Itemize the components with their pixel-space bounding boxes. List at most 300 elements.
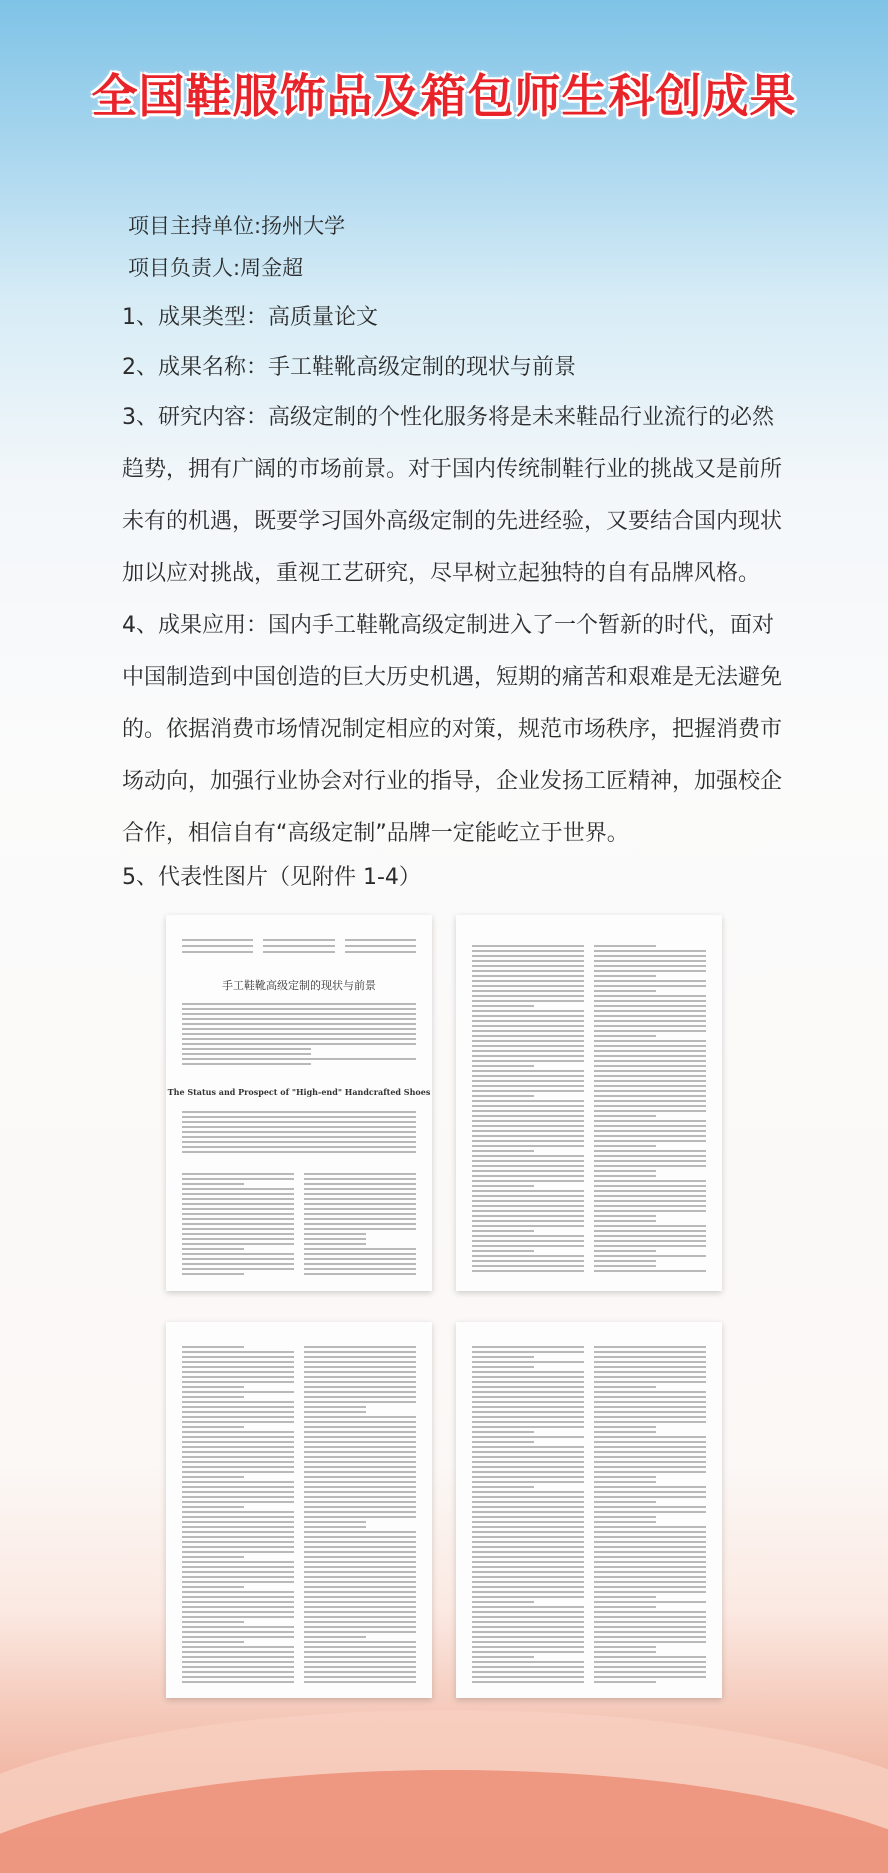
line-research-2: 趋势，拥有广阔的市场前景。对于国内传统制鞋行业的挑战又是前所 xyxy=(122,457,783,482)
text-line-decoration xyxy=(472,1110,584,1112)
text-line-decoration xyxy=(182,1616,294,1618)
text-line-decoration xyxy=(182,1033,416,1035)
text-line-decoration xyxy=(304,1611,416,1613)
line-achievement-name: 2、成果名称：手工鞋靴高级定制的现状与前景 xyxy=(122,355,576,380)
text-line-decoration xyxy=(182,1351,294,1353)
text-line-decoration xyxy=(472,1185,534,1187)
text-line-decoration xyxy=(472,1000,584,1002)
text-line-decoration xyxy=(472,1240,584,1242)
text-line-decoration xyxy=(182,1466,294,1468)
text-line-decoration xyxy=(182,1681,294,1683)
text-line-decoration xyxy=(472,1150,534,1152)
text-line-decoration xyxy=(304,1218,416,1220)
text-line-decoration xyxy=(594,1185,706,1187)
text-line-decoration xyxy=(472,1075,584,1077)
text-line-decoration xyxy=(594,1576,706,1578)
text-line-decoration xyxy=(304,1646,416,1648)
text-line-decoration xyxy=(594,1060,706,1062)
text-line-decoration xyxy=(182,1371,294,1373)
attachment-page-4 xyxy=(456,1322,722,1698)
text-line-decoration xyxy=(594,1546,706,1548)
text-line-decoration xyxy=(594,960,706,962)
text-line-decoration xyxy=(594,1411,706,1413)
text-line-decoration xyxy=(304,1546,416,1548)
text-line-decoration xyxy=(594,1416,706,1418)
text-line-decoration xyxy=(182,1218,294,1220)
text-line-decoration xyxy=(304,1421,416,1423)
text-line-decoration xyxy=(304,1366,416,1368)
text-line-decoration xyxy=(304,1666,416,1668)
text-line-decoration xyxy=(594,1115,656,1117)
text-line-decoration xyxy=(594,980,706,982)
text-line-decoration xyxy=(472,1646,584,1648)
text-line-decoration xyxy=(182,1671,294,1673)
text-line-decoration xyxy=(182,1566,294,1568)
text-line-decoration xyxy=(472,1576,584,1578)
text-line-decoration xyxy=(472,1230,534,1232)
text-line-decoration xyxy=(304,1466,416,1468)
text-line-decoration xyxy=(594,1135,706,1137)
text-line-decoration xyxy=(304,1506,416,1508)
text-line-decoration xyxy=(594,1451,706,1453)
line-application-1: 4、成果应用：国内手工鞋靴高级定制进入了一个暂新的时代，面对 xyxy=(122,613,774,638)
text-line-decoration xyxy=(594,1536,706,1538)
text-line-decoration xyxy=(182,1431,294,1433)
text-line-decoration xyxy=(472,1356,534,1358)
text-line-decoration xyxy=(182,1238,294,1240)
text-line-decoration xyxy=(182,1516,294,1518)
text-line-decoration xyxy=(594,970,706,972)
text-line-decoration xyxy=(472,995,584,997)
text-line-decoration xyxy=(472,1506,584,1508)
text-line-decoration xyxy=(304,1616,416,1618)
text-line-decoration xyxy=(472,1466,584,1468)
text-line-decoration xyxy=(594,1210,706,1212)
text-line-decoration xyxy=(472,1471,584,1473)
text-line-decoration xyxy=(594,1666,706,1668)
line-application-4: 场动向，加强行业协会对行业的指导，企业发扬工匠精神，加强校企 xyxy=(122,769,783,794)
text-line-decoration xyxy=(182,1426,244,1428)
text-line-decoration xyxy=(304,1591,416,1593)
text-line-decoration xyxy=(304,1228,416,1230)
text-line-decoration xyxy=(182,1208,294,1210)
text-line-decoration xyxy=(182,1581,294,1583)
text-line-decoration xyxy=(594,1030,706,1032)
text-line-decoration xyxy=(304,1461,416,1463)
text-line-decoration xyxy=(304,1258,416,1260)
text-line-decoration xyxy=(472,1516,584,1518)
text-line-decoration xyxy=(182,1391,294,1393)
text-line-decoration xyxy=(304,1631,416,1633)
text-line-decoration xyxy=(472,1160,584,1162)
text-line-decoration xyxy=(594,1155,706,1157)
text-line-decoration xyxy=(594,1361,706,1363)
text-line-decoration xyxy=(472,1666,584,1668)
text-line-decoration xyxy=(304,1541,416,1543)
text-line-decoration xyxy=(594,1581,706,1583)
text-line-decoration xyxy=(304,1511,416,1513)
text-line-decoration xyxy=(594,1140,706,1142)
text-line-decoration xyxy=(182,1013,416,1015)
text-line-decoration xyxy=(472,1476,584,1478)
text-line-decoration xyxy=(472,1145,584,1147)
text-line-decoration xyxy=(304,1416,416,1418)
text-line-decoration xyxy=(472,1446,584,1448)
text-line-decoration xyxy=(304,1516,416,1518)
text-line-decoration xyxy=(594,1235,706,1237)
text-line-decoration xyxy=(182,1606,294,1608)
text-line-decoration xyxy=(304,1596,416,1598)
text-line-decoration xyxy=(472,1566,584,1568)
text-line-decoration xyxy=(594,1095,706,1097)
text-line-decoration xyxy=(594,1200,706,1202)
text-line-decoration xyxy=(472,1055,584,1057)
text-line-decoration xyxy=(472,1571,584,1573)
text-line-decoration xyxy=(594,1476,656,1478)
text-line-decoration xyxy=(182,1053,311,1055)
text-line-decoration xyxy=(304,1651,416,1653)
text-line-decoration xyxy=(304,1381,416,1383)
text-line-decoration xyxy=(472,1090,584,1092)
text-line-decoration xyxy=(304,1536,416,1538)
text-line-decoration xyxy=(304,1263,416,1265)
text-line-decoration xyxy=(182,1178,294,1180)
text-line-decoration xyxy=(182,1481,294,1483)
text-line-decoration xyxy=(304,1471,416,1473)
text-line-decoration xyxy=(472,1025,584,1027)
text-line-decoration xyxy=(304,1661,416,1663)
text-line-decoration xyxy=(182,1126,416,1128)
text-line-decoration xyxy=(594,1571,706,1573)
text-line-decoration xyxy=(182,1611,294,1613)
text-line-decoration xyxy=(472,1626,584,1628)
text-line-decoration xyxy=(594,975,656,977)
text-line-decoration xyxy=(594,965,706,967)
text-line-decoration xyxy=(594,1481,656,1483)
text-line-decoration xyxy=(594,1471,706,1473)
text-line-decoration xyxy=(472,1426,584,1428)
text-line-decoration xyxy=(304,1248,416,1250)
text-line-decoration xyxy=(472,1045,584,1047)
text-line-decoration xyxy=(472,1130,584,1132)
text-line-decoration xyxy=(594,1120,706,1122)
text-line-decoration xyxy=(345,951,416,953)
text-line-decoration xyxy=(182,1131,416,1133)
text-line-decoration xyxy=(594,990,656,992)
text-line-decoration xyxy=(472,1361,584,1363)
text-line-decoration xyxy=(472,1431,534,1433)
text-line-decoration xyxy=(472,1351,584,1353)
text-line-decoration xyxy=(182,1501,294,1503)
text-line-decoration xyxy=(182,1471,294,1473)
text-line-decoration xyxy=(182,1586,244,1588)
text-line-decoration xyxy=(594,1356,706,1358)
text-line-decoration xyxy=(594,1366,706,1368)
text-line-decoration xyxy=(594,1270,706,1272)
text-line-decoration xyxy=(304,1431,416,1433)
text-line-decoration xyxy=(594,1005,706,1007)
text-line-decoration xyxy=(594,1506,706,1508)
text-line-decoration xyxy=(594,1496,706,1498)
text-line-decoration xyxy=(594,1351,706,1353)
text-line-decoration xyxy=(182,1028,416,1030)
text-line-decoration xyxy=(182,1173,294,1175)
text-line-decoration xyxy=(182,1356,294,1358)
attachment-page-2 xyxy=(456,915,722,1291)
text-line-decoration xyxy=(182,1421,294,1423)
text-line-decoration xyxy=(472,1536,584,1538)
text-line-decoration xyxy=(472,1030,584,1032)
text-line-decoration xyxy=(472,1346,584,1348)
text-line-decoration xyxy=(182,1441,294,1443)
text-line-decoration xyxy=(304,1606,416,1608)
text-line-decoration xyxy=(594,1220,656,1222)
text-line-decoration xyxy=(594,1591,706,1593)
text-line-decoration xyxy=(472,1040,584,1042)
text-line-decoration xyxy=(594,1646,656,1648)
text-line-decoration xyxy=(472,1531,584,1533)
text-line-decoration xyxy=(472,1611,584,1613)
text-line-decoration xyxy=(594,1391,706,1393)
text-line-decoration xyxy=(472,1386,584,1388)
text-line-decoration xyxy=(472,1456,584,1458)
text-line-decoration xyxy=(594,1225,706,1227)
text-line-decoration xyxy=(472,1671,584,1673)
text-line-decoration xyxy=(182,1511,294,1513)
text-line-decoration xyxy=(594,1230,706,1232)
text-line-decoration xyxy=(594,1651,656,1653)
text-line-decoration xyxy=(304,1213,416,1215)
text-line-decoration xyxy=(472,1210,584,1212)
attachment-page-1 xyxy=(166,915,432,1291)
text-line-decoration xyxy=(472,1366,534,1368)
text-line-decoration xyxy=(594,1601,706,1603)
text-line-decoration xyxy=(472,1080,584,1082)
text-line-decoration xyxy=(304,1571,416,1573)
text-line-decoration xyxy=(472,1095,534,1097)
text-line-decoration xyxy=(182,1263,294,1265)
text-line-decoration xyxy=(472,975,584,977)
text-line-decoration xyxy=(594,1671,706,1673)
text-line-decoration xyxy=(182,945,253,947)
text-line-decoration xyxy=(182,1401,294,1403)
text-line-decoration xyxy=(594,1421,706,1423)
text-line-decoration xyxy=(472,1235,584,1237)
text-line-decoration xyxy=(472,1260,584,1262)
text-line-decoration xyxy=(304,1426,416,1428)
text-line-decoration xyxy=(472,1215,584,1217)
text-line-decoration xyxy=(594,1050,706,1052)
text-line-decoration xyxy=(472,1681,584,1683)
text-line-decoration xyxy=(472,1200,584,1202)
text-line-decoration xyxy=(304,1391,416,1393)
attachment-page-3 xyxy=(166,1322,432,1698)
text-line-decoration xyxy=(472,1270,584,1272)
text-line-decoration xyxy=(182,1228,294,1230)
text-line-decoration xyxy=(472,1651,584,1653)
text-line-decoration xyxy=(182,1666,294,1668)
text-line-decoration xyxy=(594,1566,706,1568)
text-line-decoration xyxy=(594,955,706,957)
text-line-decoration xyxy=(594,1085,706,1087)
text-line-decoration xyxy=(182,1381,294,1383)
text-line-decoration xyxy=(594,1621,706,1623)
text-line-decoration xyxy=(594,1145,656,1147)
text-line-decoration xyxy=(304,1576,416,1578)
text-line-decoration xyxy=(472,1381,584,1383)
text-line-decoration xyxy=(182,1396,244,1398)
text-line-decoration xyxy=(594,1240,706,1242)
text-line-decoration xyxy=(472,1396,584,1398)
text-line-decoration xyxy=(472,1245,584,1247)
text-line-decoration xyxy=(594,985,706,987)
text-line-decoration xyxy=(304,1446,416,1448)
text-line-decoration xyxy=(594,1466,706,1468)
text-line-decoration xyxy=(594,1511,706,1513)
text-line-decoration xyxy=(594,1260,656,1262)
text-line-decoration xyxy=(182,1496,294,1498)
text-line-decoration xyxy=(182,1646,294,1648)
text-line-decoration xyxy=(345,939,416,941)
text-line-decoration xyxy=(304,1671,416,1673)
text-line-decoration xyxy=(472,1050,584,1052)
text-line-decoration xyxy=(182,1366,294,1368)
text-line-decoration xyxy=(182,1626,294,1628)
text-line-decoration xyxy=(304,1626,416,1628)
text-line-decoration xyxy=(472,1005,534,1007)
poster-title: 全国鞋服饰品及箱包师生科创成果 xyxy=(91,69,797,123)
text-line-decoration xyxy=(594,1346,706,1348)
text-line-decoration xyxy=(304,1173,416,1175)
text-line-decoration xyxy=(594,1556,706,1558)
text-line-decoration xyxy=(472,1180,584,1182)
text-line-decoration xyxy=(304,1656,416,1658)
text-line-decoration xyxy=(182,1661,294,1663)
text-line-decoration xyxy=(594,1371,706,1373)
text-line-decoration xyxy=(472,1195,584,1197)
text-line-decoration xyxy=(182,1376,294,1378)
text-line-decoration xyxy=(594,1611,706,1613)
text-line-decoration xyxy=(472,1105,584,1107)
text-line-decoration xyxy=(594,1631,706,1633)
text-line-decoration xyxy=(182,1676,294,1678)
text-line-decoration xyxy=(472,1175,584,1177)
text-line-decoration xyxy=(594,1376,706,1378)
project-leader: 项目负责人:周金超 xyxy=(128,256,304,280)
text-line-decoration xyxy=(182,1008,416,1010)
paper-cn-title: 手工鞋靴高级定制的现状与前景 xyxy=(222,979,376,992)
text-line-decoration xyxy=(472,945,584,947)
text-line-decoration xyxy=(594,1501,656,1503)
text-line-decoration xyxy=(472,1601,534,1603)
text-line-decoration xyxy=(304,1581,416,1583)
text-line-decoration xyxy=(182,1188,294,1190)
text-line-decoration xyxy=(594,1195,706,1197)
text-line-decoration xyxy=(594,1170,656,1172)
text-line-decoration xyxy=(182,1121,416,1123)
text-line-decoration xyxy=(472,1656,534,1658)
text-line-decoration xyxy=(472,1661,584,1663)
text-line-decoration xyxy=(472,1621,584,1623)
text-line-decoration xyxy=(182,1258,294,1260)
text-line-decoration xyxy=(594,1165,706,1167)
text-line-decoration xyxy=(472,1526,584,1528)
text-line-decoration xyxy=(182,1111,416,1113)
text-line-decoration xyxy=(263,939,334,941)
text-line-decoration xyxy=(594,1180,706,1182)
text-line-decoration xyxy=(472,1541,584,1543)
text-line-decoration xyxy=(304,1566,416,1568)
text-line-decoration xyxy=(472,1070,584,1072)
text-line-decoration xyxy=(304,1406,366,1408)
text-line-decoration xyxy=(182,1476,244,1478)
text-line-decoration xyxy=(304,1198,416,1200)
text-line-decoration xyxy=(304,1351,416,1353)
text-line-decoration xyxy=(472,1120,584,1122)
text-line-decoration xyxy=(594,1446,706,1448)
host-unit: 项目主持单位:扬州大学 xyxy=(128,214,346,238)
text-line-decoration xyxy=(182,1386,244,1388)
text-line-decoration xyxy=(472,1606,584,1608)
text-line-decoration xyxy=(304,1243,366,1245)
text-line-decoration xyxy=(304,1681,416,1683)
text-line-decoration xyxy=(472,1441,534,1443)
text-line-decoration xyxy=(304,1621,416,1623)
text-line-decoration xyxy=(182,1506,244,1508)
text-line-decoration xyxy=(594,1486,706,1488)
text-line-decoration xyxy=(304,1386,416,1388)
text-line-decoration xyxy=(304,1371,416,1373)
text-line-decoration xyxy=(182,1526,294,1528)
text-line-decoration xyxy=(304,1481,416,1483)
text-line-decoration xyxy=(304,1178,416,1180)
line-attachments: 5、代表性图片（见附件 1-4） xyxy=(122,865,421,890)
text-line-decoration xyxy=(304,1268,416,1270)
text-line-decoration xyxy=(472,1461,584,1463)
text-line-decoration xyxy=(472,1100,584,1102)
paper-en-title: The Status and Prospect of "High-end" Handcrafted Shoes xyxy=(167,1087,431,1097)
text-line-decoration xyxy=(594,1641,706,1643)
text-line-decoration xyxy=(182,1063,311,1065)
text-line-decoration xyxy=(594,1150,706,1152)
text-line-decoration xyxy=(472,1481,584,1483)
text-line-decoration xyxy=(594,1190,706,1192)
text-line-decoration xyxy=(304,1233,366,1235)
text-line-decoration xyxy=(594,1676,706,1678)
text-line-decoration xyxy=(182,1591,294,1593)
text-line-decoration xyxy=(472,1406,584,1408)
text-line-decoration xyxy=(594,1070,706,1072)
text-line-decoration xyxy=(182,1621,244,1623)
line-application-2: 中国制造到中国创造的巨大历史机遇，短期的痛苦和艰难是无法避免 xyxy=(122,665,783,690)
text-line-decoration xyxy=(594,1406,706,1408)
text-line-decoration xyxy=(304,1401,416,1403)
text-line-decoration xyxy=(594,1461,706,1463)
text-line-decoration xyxy=(182,1571,294,1573)
text-line-decoration xyxy=(594,1681,656,1683)
text-line-decoration xyxy=(472,1631,584,1633)
text-line-decoration xyxy=(472,1581,584,1583)
text-line-decoration xyxy=(182,1038,416,1040)
text-line-decoration xyxy=(182,1268,294,1270)
text-line-decoration xyxy=(472,1225,584,1227)
text-line-decoration xyxy=(182,1416,294,1418)
text-line-decoration xyxy=(472,950,584,952)
text-line-decoration xyxy=(472,1135,584,1137)
text-line-decoration xyxy=(594,1596,656,1598)
text-line-decoration xyxy=(304,1491,416,1493)
text-line-decoration xyxy=(594,1401,706,1403)
